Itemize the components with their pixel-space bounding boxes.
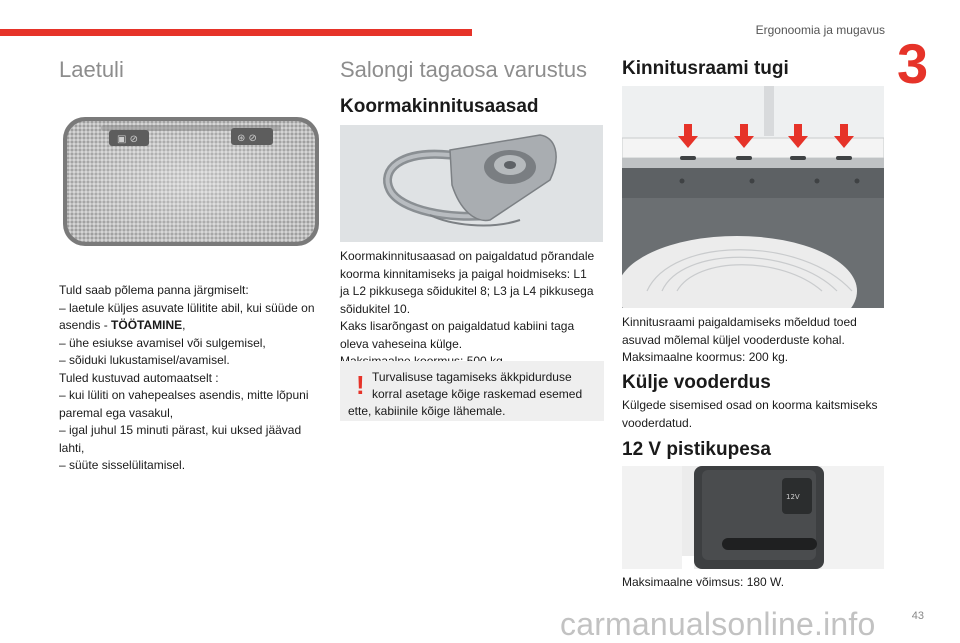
text-line: – laetule küljes asuvate lülitite abil, kui süüde on: [59, 300, 315, 315]
text-line: oleva vaheseina külge.: [340, 336, 463, 351]
text-line: koorma kinnitamiseks ja paigal hoidmiseks: L1: [340, 266, 587, 281]
roof-rack-support-image: [622, 86, 884, 308]
heading-kulje-vooderdus: Külje vooderdus: [622, 372, 771, 393]
svg-text:▣ ⊘: ▣ ⊘: [117, 134, 139, 145]
ignition-position-label: TÖÖTAMINE: [111, 318, 183, 332]
watermark: carmanualsonline.info: [560, 606, 876, 642]
heading-laetuli: Laetuli: [59, 57, 124, 82]
text-line: Kaks lisarõngast on paigaldatud kabiini taga: [340, 319, 575, 333]
text-line: asuvad mõlemal küljel vooderduste kohal.: [622, 332, 845, 347]
ceiling-light-image: [59, 113, 323, 250]
text-line: [59, 317, 329, 335]
text-line: korral asetage kõige raskemad esemed: [372, 387, 583, 401]
text-line: – süüte sisselülitamisel.: [59, 458, 186, 472]
text-line: Tuled kustuvad automaatselt :: [59, 370, 219, 385]
tie-down-ring-image: [340, 125, 603, 242]
heading-koormakinnitusaasad: Koormakinnitusaasad: [340, 96, 539, 117]
heading-12v-pistikupesa: 12 V pistikupesa: [622, 439, 771, 460]
kinnitusraami-description: [622, 314, 886, 367]
page-number: 43: [911, 610, 924, 622]
koormakinnitusaasad-description: [340, 248, 604, 371]
socket-label: 12V: [786, 493, 800, 501]
pistikupesa-description: [622, 574, 886, 592]
text-line: Maksimaalne koormus: 200 kg.: [622, 350, 789, 364]
svg-text:⊛ ⊘: ⊛ ⊘: [237, 133, 257, 144]
text-line: – ühe esiukse avamisel või sulgemisel,: [59, 335, 266, 350]
text-line: Külgede sisemised osad on koorma kaitsmiseks: [622, 398, 878, 412]
warning-exclamation-icon: !: [356, 370, 365, 400]
heading-salongi-tagaosa: Salongi tagaosa varustus: [340, 57, 588, 82]
text-line: Kinnitusraami paigaldamiseks mõeldud toed: [622, 315, 857, 329]
chapter-number: 3: [897, 32, 929, 95]
text-line: Maksimaalne võimsus: 180 W.: [622, 575, 785, 589]
text-line: – sõiduki lukustamisel/avamisel.: [59, 353, 230, 367]
text-line: Koormakinnitusaasad on paigaldatud põrandale: [340, 249, 595, 263]
text-run: ,: [182, 318, 186, 332]
text-run: asendis -: [59, 318, 112, 332]
header-accent-bar: [0, 29, 472, 36]
section-title: Ergonoomia ja mugavus: [755, 23, 885, 37]
text-line: – igal juhul 15 minuti pärast, kui uksed jäävad: [59, 423, 302, 437]
vooderdus-description: [622, 397, 886, 432]
laetuli-description: [59, 282, 329, 475]
text-line: paremal ega vasakul,: [59, 405, 174, 420]
heading-kinnitusraami-tugi: Kinnitusraami tugi: [622, 58, 789, 79]
text-line: – kui lüliti on vahepealses asendis, mitte lõpuni: [59, 388, 309, 402]
text-line: vooderdatud.: [622, 415, 693, 430]
text-line: Turvalisuse tagamiseks äkkpidurduse: [372, 370, 572, 384]
text-line: ette, kabiinile kõige lähemale.: [348, 404, 506, 418]
warning-box: [340, 361, 604, 421]
warning-text: [348, 369, 596, 420]
text-line: Tuld saab põlema panna järgmiselt:: [59, 283, 249, 297]
text-line: ja L2 pikkusega sõidukitel 8; L3 ja L4 pikkusega: [340, 284, 594, 298]
power-socket-image: [622, 466, 884, 569]
text-line: lahti,: [59, 440, 85, 455]
text-line: sõidukitel 10.: [340, 301, 411, 316]
